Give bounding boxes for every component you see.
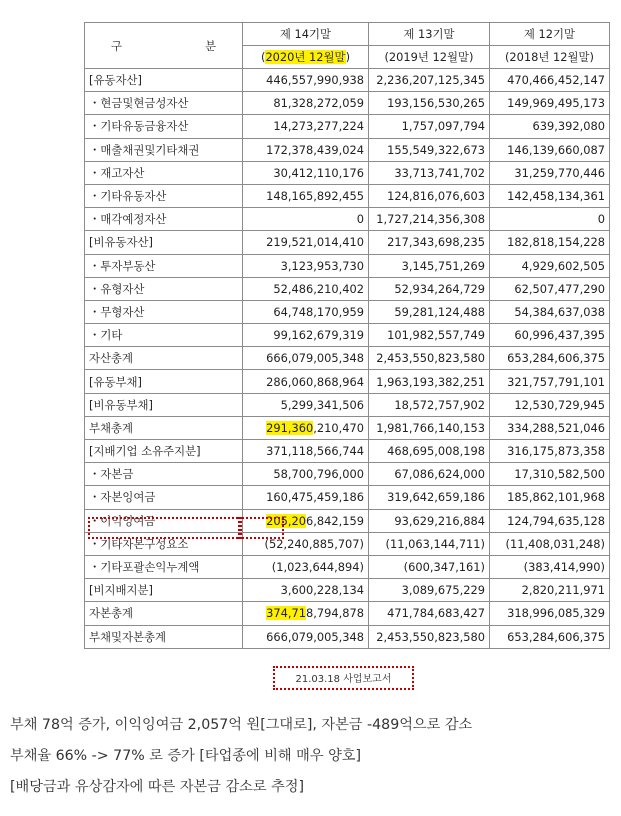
header-row-periods	[85, 23, 610, 46]
table-row	[85, 347, 610, 370]
cell-value: 182,818,154,228	[490, 231, 610, 254]
table-row	[85, 463, 610, 486]
row-label: ・무형자산	[85, 300, 243, 323]
cell-value: 371,118,566,744	[243, 440, 369, 463]
cell-value: 172,378,439,024	[243, 138, 369, 161]
row-label: [지배기업 소유주지분]	[85, 440, 243, 463]
cell-value: 286,060,868,964	[243, 370, 369, 393]
row-label: 자본총계	[85, 602, 243, 625]
cell-value: (383,414,990)	[490, 555, 610, 578]
cell-value: (11,063,144,711)	[369, 532, 490, 555]
cell-value: 319,642,659,186	[369, 486, 490, 509]
row-label: ・매각예정자산	[85, 208, 243, 231]
table-row	[85, 440, 610, 463]
date-header-12: (2018년 12월말)	[490, 46, 610, 69]
table-row	[85, 92, 610, 115]
table-row	[85, 184, 610, 207]
cell-value: (11,408,031,248)	[490, 532, 610, 555]
table-row	[85, 254, 610, 277]
cell-value: (1,023,644,894)	[243, 555, 369, 578]
cell-value: 217,343,698,235	[369, 231, 490, 254]
cell-value: 0	[490, 208, 610, 231]
cell-value: 142,458,134,361	[490, 184, 610, 207]
date-14-highlight: 2020년 12월말	[265, 50, 346, 64]
cell-value: 185,862,101,968	[490, 486, 610, 509]
cell-value: 666,079,005,348	[243, 625, 369, 648]
table-row	[85, 370, 610, 393]
cell-value: 468,695,008,198	[369, 440, 490, 463]
cell-value	[243, 602, 369, 625]
note-line: 부채율 66% -> 77% 로 증가 [타업종에 비해 매우 양호]	[10, 748, 362, 764]
cell-value: 2,453,550,823,580	[369, 625, 490, 648]
cell-value: 2,453,550,823,580	[369, 347, 490, 370]
cell-value: (600,347,161)	[369, 555, 490, 578]
row-label: [유동부채]	[85, 370, 243, 393]
date-header-13: (2019년 12월말)	[369, 46, 490, 69]
period-header-13: 제 13기말	[369, 23, 490, 46]
cell-value: 1,963,193,382,251	[369, 370, 490, 393]
table-row	[85, 277, 610, 300]
table-row	[85, 625, 610, 648]
row-label: [비지배지분]	[85, 579, 243, 602]
row-label: [유동자산]	[85, 69, 243, 92]
table-row	[85, 115, 610, 138]
note-line: [배당금과 유상감자에 따른 자본금 감소로 추정]	[10, 779, 305, 795]
table-row	[85, 555, 610, 578]
row-label: 자산총계	[85, 347, 243, 370]
cell-value: 639,392,080	[490, 115, 610, 138]
cell-value: 4,929,602,505	[490, 254, 610, 277]
cell-value: 101,982,557,749	[369, 324, 490, 347]
table-row	[85, 416, 610, 439]
cell-value: 58,700,796,000	[243, 463, 369, 486]
cell-value: 1,727,214,356,308	[369, 208, 490, 231]
table-row	[85, 579, 610, 602]
row-label: [비유동부채]	[85, 393, 243, 416]
cell-value: 14,273,277,224	[243, 115, 369, 138]
highlighted-value: 205,20	[266, 513, 307, 528]
cell-value: (52,240,885,707)	[243, 532, 369, 555]
cell-value: 0	[243, 208, 369, 231]
cell-value: 124,816,076,603	[369, 184, 490, 207]
row-label: ・기타유동금융자산	[85, 115, 243, 138]
report-source-label: 21.03.18 사업보고서	[273, 666, 414, 690]
row-label: ・기타포괄손익누계액	[85, 555, 243, 578]
table-body	[85, 69, 610, 649]
cell-value: 3,145,751,269	[369, 254, 490, 277]
cell-value: 3,600,228,134	[243, 579, 369, 602]
highlighted-value: 374,71	[266, 606, 307, 621]
cell-value: 124,794,635,128	[490, 509, 610, 532]
cell-value: 99,162,679,319	[243, 324, 369, 347]
cell-value: 2,236,207,125,345	[369, 69, 490, 92]
period-header-14: 제 14기말	[243, 23, 369, 46]
cell-value: 334,288,521,046	[490, 416, 610, 439]
cell-value	[243, 509, 369, 532]
table-row	[85, 602, 610, 625]
highlighted-value: 291,360	[266, 420, 314, 435]
table-row	[85, 509, 610, 532]
category-header-right: 분	[204, 38, 216, 53]
note-line: 부채 78억 증가, 이익잉여금 2,057억 원[그대로], 자본금 -489억으로 감소	[10, 717, 473, 733]
category-header-left: 구	[111, 38, 123, 53]
cell-value: 148,165,892,455	[243, 184, 369, 207]
cell-value: 54,384,637,038	[490, 300, 610, 323]
cell-value: 316,175,873,358	[490, 440, 610, 463]
cell-value: 2,820,211,971	[490, 579, 610, 602]
cell-value: 93,629,216,884	[369, 509, 490, 532]
cell-value: 5,299,341,506	[243, 393, 369, 416]
period-header-12: 제 12기말	[490, 23, 610, 46]
cell-value: 12,530,729,945	[490, 393, 610, 416]
cell-value: 52,934,264,729	[369, 277, 490, 300]
row-label: ・자본금	[85, 463, 243, 486]
table-row	[85, 69, 610, 92]
value-rest: 8,794,878	[306, 606, 364, 621]
cell-value: 446,557,990,938	[243, 69, 369, 92]
cell-value: 318,996,085,329	[490, 602, 610, 625]
cell-value: 666,079,005,348	[243, 347, 369, 370]
row-label: ・기타	[85, 324, 243, 347]
table-row	[85, 300, 610, 323]
table-row	[85, 393, 610, 416]
financial-table-wrap	[84, 22, 609, 649]
table-row	[85, 231, 610, 254]
cell-value: 81,328,272,059	[243, 92, 369, 115]
cell-value: 31,259,770,446	[490, 161, 610, 184]
cell-value: 471,784,683,427	[369, 602, 490, 625]
table-row	[85, 208, 610, 231]
row-label: ・유형자산	[85, 277, 243, 300]
cell-value: 653,284,606,375	[490, 625, 610, 648]
cell-value: 1,981,766,140,153	[369, 416, 490, 439]
row-label: ・재고자산	[85, 161, 243, 184]
row-label: ・이익잉여금	[85, 509, 243, 532]
table-row	[85, 324, 610, 347]
row-label: ・현금및현금성자산	[85, 92, 243, 115]
table-row	[85, 532, 610, 555]
row-label: ・기타유동자산	[85, 184, 243, 207]
cell-value: 149,969,495,173	[490, 92, 610, 115]
cell-value: 18,572,757,902	[369, 393, 490, 416]
row-label: ・투자부동산	[85, 254, 243, 277]
table-row	[85, 161, 610, 184]
cell-value: 52,486,210,402	[243, 277, 369, 300]
row-label: ・매출채권및기타채권	[85, 138, 243, 161]
row-label: 부채및자본총계	[85, 625, 243, 648]
cell-value: 470,466,452,147	[490, 69, 610, 92]
cell-value: 155,549,322,673	[369, 138, 490, 161]
cell-value: 67,086,624,000	[369, 463, 490, 486]
cell-value: 60,996,437,395	[490, 324, 610, 347]
cell-value: 219,521,014,410	[243, 231, 369, 254]
table-row	[85, 486, 610, 509]
balance-sheet-table	[84, 22, 610, 649]
category-header	[85, 23, 243, 69]
cell-value: 321,757,791,101	[490, 370, 610, 393]
cell-value: 17,310,582,500	[490, 463, 610, 486]
cell-value	[243, 416, 369, 439]
value-rest: 6,842,159	[306, 513, 364, 528]
row-label: 부채총계	[85, 416, 243, 439]
value-rest: ,210,470	[313, 420, 364, 435]
date-header-14: (2020년 12월말)	[243, 46, 369, 69]
cell-value: 653,284,606,375	[490, 347, 610, 370]
row-label: ・자본잉여금	[85, 486, 243, 509]
cell-value: 3,123,953,730	[243, 254, 369, 277]
cell-value: 146,139,660,087	[490, 138, 610, 161]
cell-value: 160,475,459,186	[243, 486, 369, 509]
cell-value: 3,089,675,229	[369, 579, 490, 602]
row-label: ・기타자본구성요소	[85, 532, 243, 555]
cell-value: 30,412,110,176	[243, 161, 369, 184]
notes	[10, 710, 472, 803]
cell-value: 59,281,124,488	[369, 300, 490, 323]
cell-value: 64,748,170,959	[243, 300, 369, 323]
cell-value: 1,757,097,794	[369, 115, 490, 138]
cell-value: 33,713,741,702	[369, 161, 490, 184]
cell-value: 62,507,477,290	[490, 277, 610, 300]
cell-value: 193,156,530,265	[369, 92, 490, 115]
table-row	[85, 138, 610, 161]
row-label: [비유동자산]	[85, 231, 243, 254]
